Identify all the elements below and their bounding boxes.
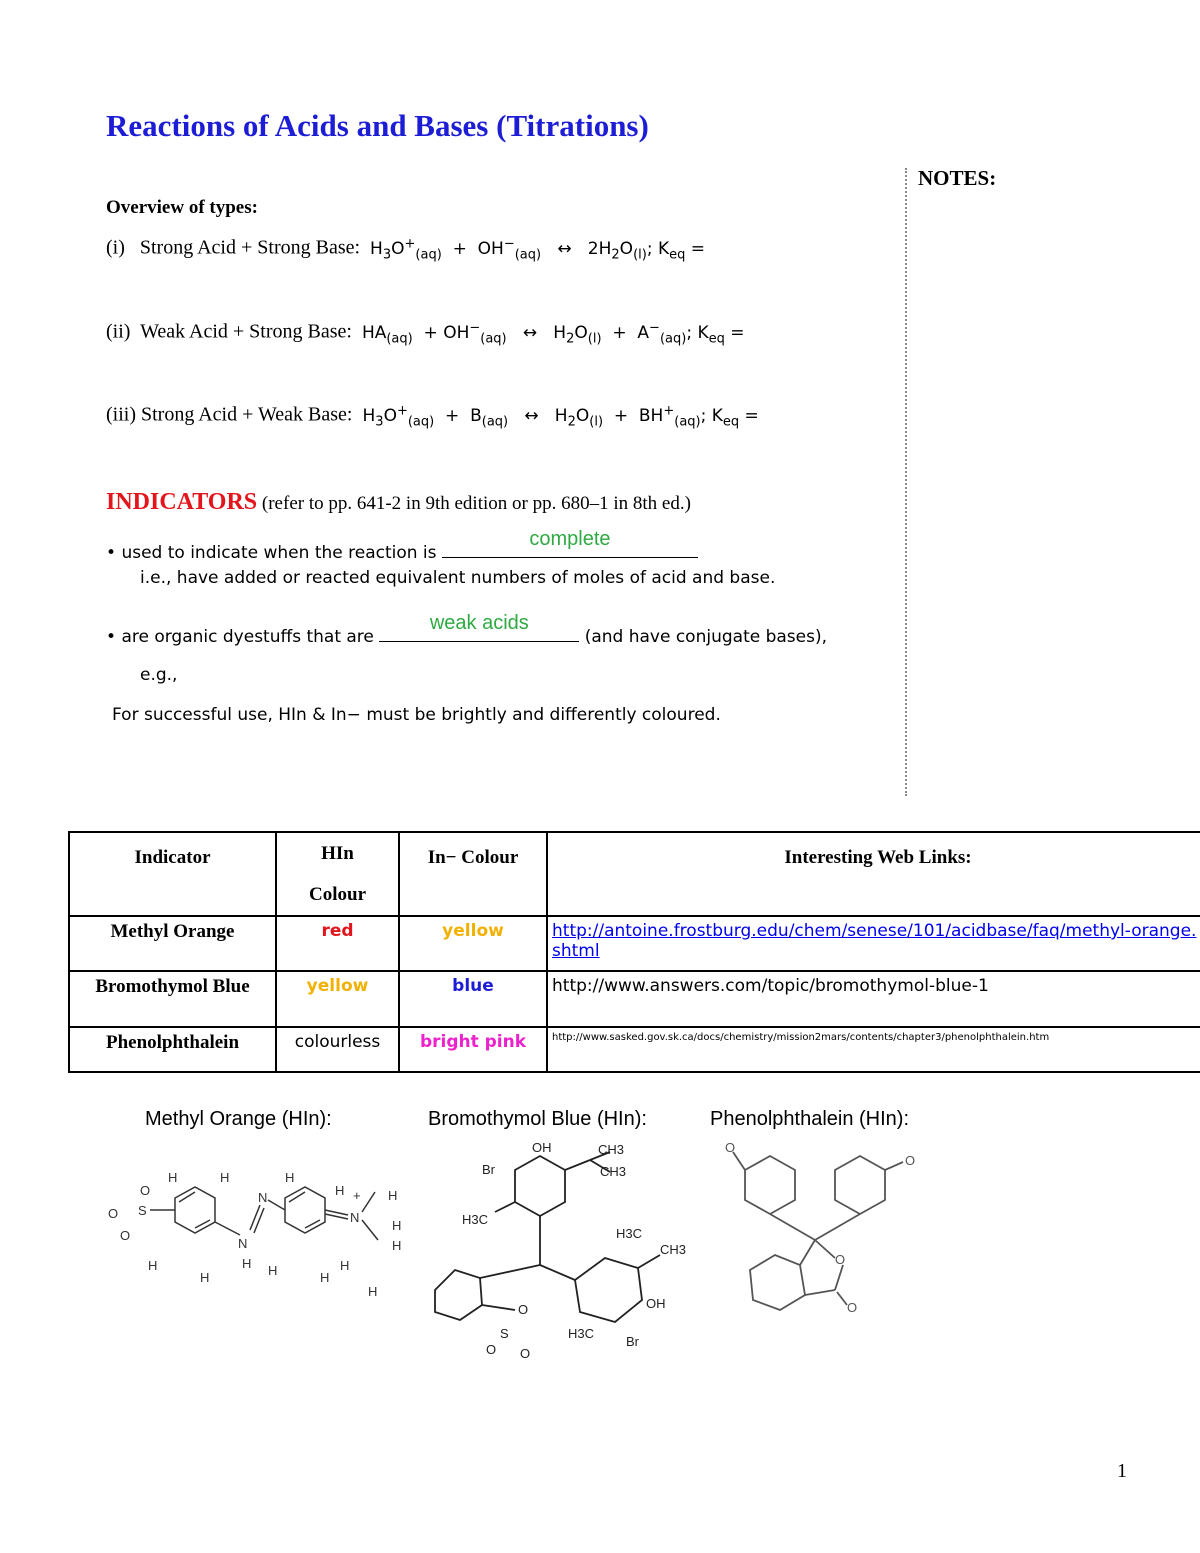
web-link[interactable]: http://www.answers.com/topic/bromothymol-blue-1	[547, 971, 1200, 1027]
bullet-icon: •	[106, 543, 117, 563]
equation-strong-acid-weak-base	[106, 403, 759, 429]
svg-text:H: H	[168, 1170, 178, 1185]
equation-formula: $H_3O^+_{(aq)} + B_{(aq)}$ ↔ $H_2O_{(l)} + BH^+_{(aq)}$; $K_{eq}$ =	[362, 403, 759, 430]
svg-text:O: O	[905, 1153, 916, 1168]
bullet-icon: •	[106, 627, 117, 647]
svg-text:O: O	[120, 1228, 131, 1243]
table-row	[69, 971, 1200, 1027]
svg-text:H: H	[268, 1263, 278, 1278]
svg-text:O: O	[518, 1302, 529, 1317]
page-title: Reactions of Acids and Bases (Titrations)	[106, 108, 649, 143]
indicator-name: Methyl Orange	[69, 916, 276, 971]
svg-text:H: H	[285, 1170, 295, 1185]
table-header-row	[69, 832, 1200, 916]
equation-formula: $H_3O^+_{(aq)} + OH^-_{(aq)}$ ↔ $2H_2O_{(l)}$; $K_{eq}$ =	[370, 236, 706, 263]
svg-text:H: H	[320, 1270, 330, 1285]
svg-text:H3C: H3C	[568, 1326, 595, 1341]
svg-text:H: H	[335, 1183, 345, 1198]
web-link[interactable]: http://www.sasked.gov.sk.ca/docs/chemistry/mission2mars/contents/chapter3/phenolphthalein.htm	[547, 1027, 1200, 1072]
in-colour: blue	[399, 971, 547, 1027]
svg-text:H3C: H3C	[616, 1226, 643, 1241]
svg-text:O: O	[725, 1140, 736, 1155]
svg-text:H: H	[392, 1218, 402, 1233]
notes-label: NOTES:	[918, 166, 997, 190]
header-indicator: Indicator	[69, 832, 276, 916]
svg-text:N: N	[238, 1236, 248, 1251]
bromothymol-blue-structure-image	[420, 1140, 700, 1370]
page-number: 1	[1117, 1460, 1127, 1482]
svg-text:O: O	[520, 1346, 531, 1361]
svg-text:H: H	[242, 1256, 252, 1271]
svg-text:H: H	[200, 1270, 210, 1285]
table-row	[69, 916, 1200, 971]
svg-text:H3C: H3C	[462, 1212, 489, 1227]
svg-text:O: O	[847, 1300, 858, 1315]
hin-colour: yellow	[276, 971, 399, 1027]
web-link[interactable]: http://antoine.frostburg.edu/chem/senese/101/acidbase/faq/methyl-orange.shtml	[552, 921, 1197, 961]
fill-answer: complete	[529, 528, 611, 550]
header-web-links: Interesting Web Links:	[547, 832, 1200, 916]
svg-text:S: S	[138, 1203, 147, 1218]
header-in-colour: In− Colour	[399, 832, 547, 916]
header-hin-colour: HIn Colour	[276, 832, 399, 916]
bullet-text: are organic dyestuffs that are	[121, 627, 374, 647]
svg-text:OH: OH	[532, 1140, 552, 1155]
equation-label: (iii) Strong Acid + Weak Base:	[106, 403, 353, 426]
overview-heading: Overview of types:	[106, 197, 258, 218]
indicator-name: Bromothymol Blue	[69, 971, 276, 1027]
indicator-table	[68, 831, 1200, 1073]
bullet-text: used to indicate when the reaction is	[121, 543, 437, 563]
success-note: For successful use, HIn & In− must be brightly and differently coloured.	[112, 705, 721, 725]
fill-blank	[379, 612, 579, 642]
methyl-orange-structure-image	[100, 1140, 410, 1300]
notes-divider	[905, 168, 907, 796]
bullet-continuation: i.e., have added or reacted equivalent numbers of moles of acid and base.	[140, 568, 776, 588]
bullet-weak-acids	[106, 612, 828, 647]
in-colour: yellow	[399, 916, 547, 971]
bullet-text-after: (and have conjugate bases),	[584, 627, 828, 647]
phenolphthalein-label: Phenolphthalein (HIn):	[710, 1108, 910, 1130]
svg-text:Br: Br	[626, 1334, 639, 1349]
hin-colour: colourless	[276, 1027, 399, 1072]
equation-label: (i) Strong Acid + Strong Base:	[106, 236, 361, 259]
bromothymol-blue-label: Bromothymol Blue (HIn):	[428, 1108, 647, 1130]
web-link-cell	[547, 916, 1200, 971]
indicators-heading: INDICATORS	[106, 489, 258, 515]
svg-text:O: O	[108, 1206, 119, 1221]
svg-text:O: O	[486, 1342, 497, 1357]
svg-text:O: O	[140, 1183, 151, 1198]
equation-weak-acid-strong-base	[106, 320, 745, 346]
svg-text:CH3: CH3	[660, 1242, 687, 1257]
hin-colour: red	[276, 916, 399, 971]
methyl-orange-label: Methyl Orange (HIn):	[145, 1108, 332, 1130]
svg-text:CH3: CH3	[598, 1142, 625, 1157]
svg-text:H: H	[368, 1284, 378, 1299]
svg-text:O: O	[835, 1252, 846, 1267]
svg-text:CH3: CH3	[600, 1164, 627, 1179]
indicators-heading-line	[106, 489, 691, 516]
svg-text:H: H	[220, 1170, 230, 1185]
svg-text:+: +	[353, 1188, 361, 1203]
svg-text:H: H	[388, 1188, 398, 1203]
equation-strong-acid-strong-base	[106, 236, 705, 262]
svg-text:S: S	[500, 1326, 509, 1341]
svg-text:N: N	[350, 1210, 360, 1225]
fill-answer: weak acids	[429, 612, 529, 634]
indicator-name: Phenolphthalein	[69, 1027, 276, 1072]
equation-label: (ii) Weak Acid + Strong Base:	[106, 320, 352, 343]
svg-text:OH: OH	[646, 1296, 666, 1311]
indicators-reference: (refer to pp. 641-2 in 9th edition or pp. 680–1 in 8th ed.)	[261, 493, 691, 514]
bullet-complete	[106, 528, 698, 563]
eg-label: e.g.,	[140, 665, 178, 685]
svg-text:H: H	[148, 1258, 158, 1273]
svg-text:Br: Br	[482, 1162, 495, 1177]
svg-text:H: H	[340, 1258, 350, 1273]
in-colour: bright pink	[399, 1027, 547, 1072]
svg-text:H: H	[392, 1238, 402, 1253]
equation-formula: $HA_{(aq)} + OH^-_{(aq)}$ ↔ $H_2O_{(l)} + A^-_{(aq)}$; $K_{eq}$ =	[361, 320, 745, 347]
phenolphthalein-structure-image	[725, 1140, 955, 1330]
table-row	[69, 1027, 1200, 1072]
svg-text:N: N	[258, 1190, 268, 1205]
fill-blank	[442, 528, 698, 558]
